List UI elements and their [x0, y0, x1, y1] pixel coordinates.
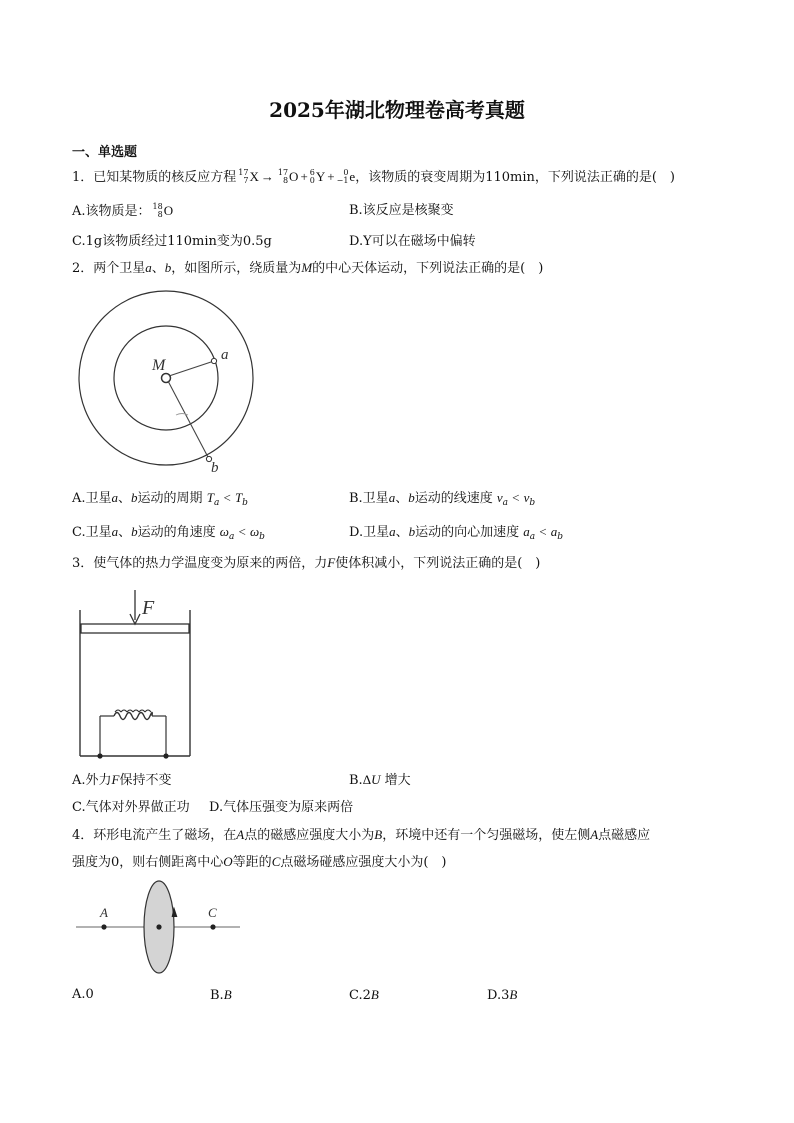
terminal-right	[163, 753, 168, 758]
q1-stem-suffix: ，该物质的衰变周期为110min，下列说法正确的是( )	[355, 170, 676, 185]
q4-option-b: B.B	[210, 987, 232, 1003]
q1-option-b: B.该反应是核聚变	[349, 203, 454, 218]
label-point-a: A	[100, 905, 108, 920]
q1-stem-prefix: 1．已知某物质的核反应方程	[72, 170, 237, 185]
q1-option-a: A.该物质是： 18 8 O	[72, 201, 174, 219]
label-f: F	[142, 597, 155, 619]
q2-orbit-figure	[78, 290, 258, 475]
heating-coil	[114, 713, 152, 720]
q1-option-a-nuclide: 18 8	[152, 201, 163, 219]
q4-option-c: C.2B	[349, 987, 379, 1003]
q4-stem-line1: 4．环形电流产生了磁场，在A点的磁感应强度大小为B，环境中还有一个匀强磁场，使左侧A点磁感应	[72, 827, 651, 843]
q1-option-d: D.Y可以在磁场中偏转	[349, 234, 476, 249]
terminal-left	[97, 753, 102, 758]
point-a-dot	[101, 924, 106, 929]
q2-option-d: D.卫星a、b运动的向心加速度 $a_a < a_b$	[349, 524, 564, 542]
q4-option-d: D.3B	[487, 987, 518, 1003]
q3-option-b: B.ΔU 增大	[349, 772, 411, 788]
q2-option-c: C.卫星a、b运动的角速度 $\omega_a < \omega_b$	[72, 524, 265, 542]
q3-option-c: C.气体对外界做正功	[72, 800, 190, 815]
q3-option-a: A.外力F保持不变	[72, 772, 172, 788]
q4-ring-figure	[76, 878, 242, 978]
q1-nuclide-o: 17 8	[277, 167, 289, 185]
q2-stem: 2．两个卫星a、b，如图所示，绕质量为M的中心天体运动，下列说法正确的是( )	[72, 260, 544, 276]
q1-option-c: C.1g该物质经过110min变为0.5g	[72, 234, 272, 249]
satellite-a-dot	[211, 358, 216, 363]
q3-option-d: D.气体压强变为原来两倍	[209, 800, 354, 815]
q3-cylinder-figure	[76, 586, 196, 761]
q4-stem-line2: 强度为0，则右侧距离中心O等距的C点磁场碰感应强度大小为( )	[72, 854, 447, 870]
q1-nuclide-e: 0 −1	[336, 167, 349, 185]
q2-option-a: A.卫星a、b运动的周期 $T_a < T_b$	[72, 490, 248, 508]
q1-nuclide-y: 6 0	[309, 167, 315, 185]
central-body-dot	[162, 374, 171, 383]
section-heading: 一、单选题	[72, 145, 138, 160]
q3-stem: 3．使气体的热力学温度变为原来的两倍，力F使体积减小，下列说法正确的是( )	[72, 555, 541, 571]
point-c-dot	[210, 924, 215, 929]
q2-option-b: B.卫星a、b运动的线速度 $v_a < v_b$	[349, 490, 536, 508]
page-title: 2025年湖北物理卷高考真题	[269, 98, 525, 122]
q1-stem: 1．已知某物质的核反应方程 17 7 X → 17 8 O + 6 0 Y + 0 −1 e，该物质的衰变周期为110min，下列说法正确的是( )	[72, 167, 676, 185]
q1-nuclide-x: 17 7	[238, 167, 249, 185]
label-point-c: C	[208, 905, 217, 920]
ring-center-dot	[156, 924, 161, 929]
label-a: a	[221, 347, 229, 363]
q4-option-a: A.0	[72, 987, 94, 1002]
label-b: b	[211, 460, 219, 475]
label-m: M	[152, 357, 166, 374]
